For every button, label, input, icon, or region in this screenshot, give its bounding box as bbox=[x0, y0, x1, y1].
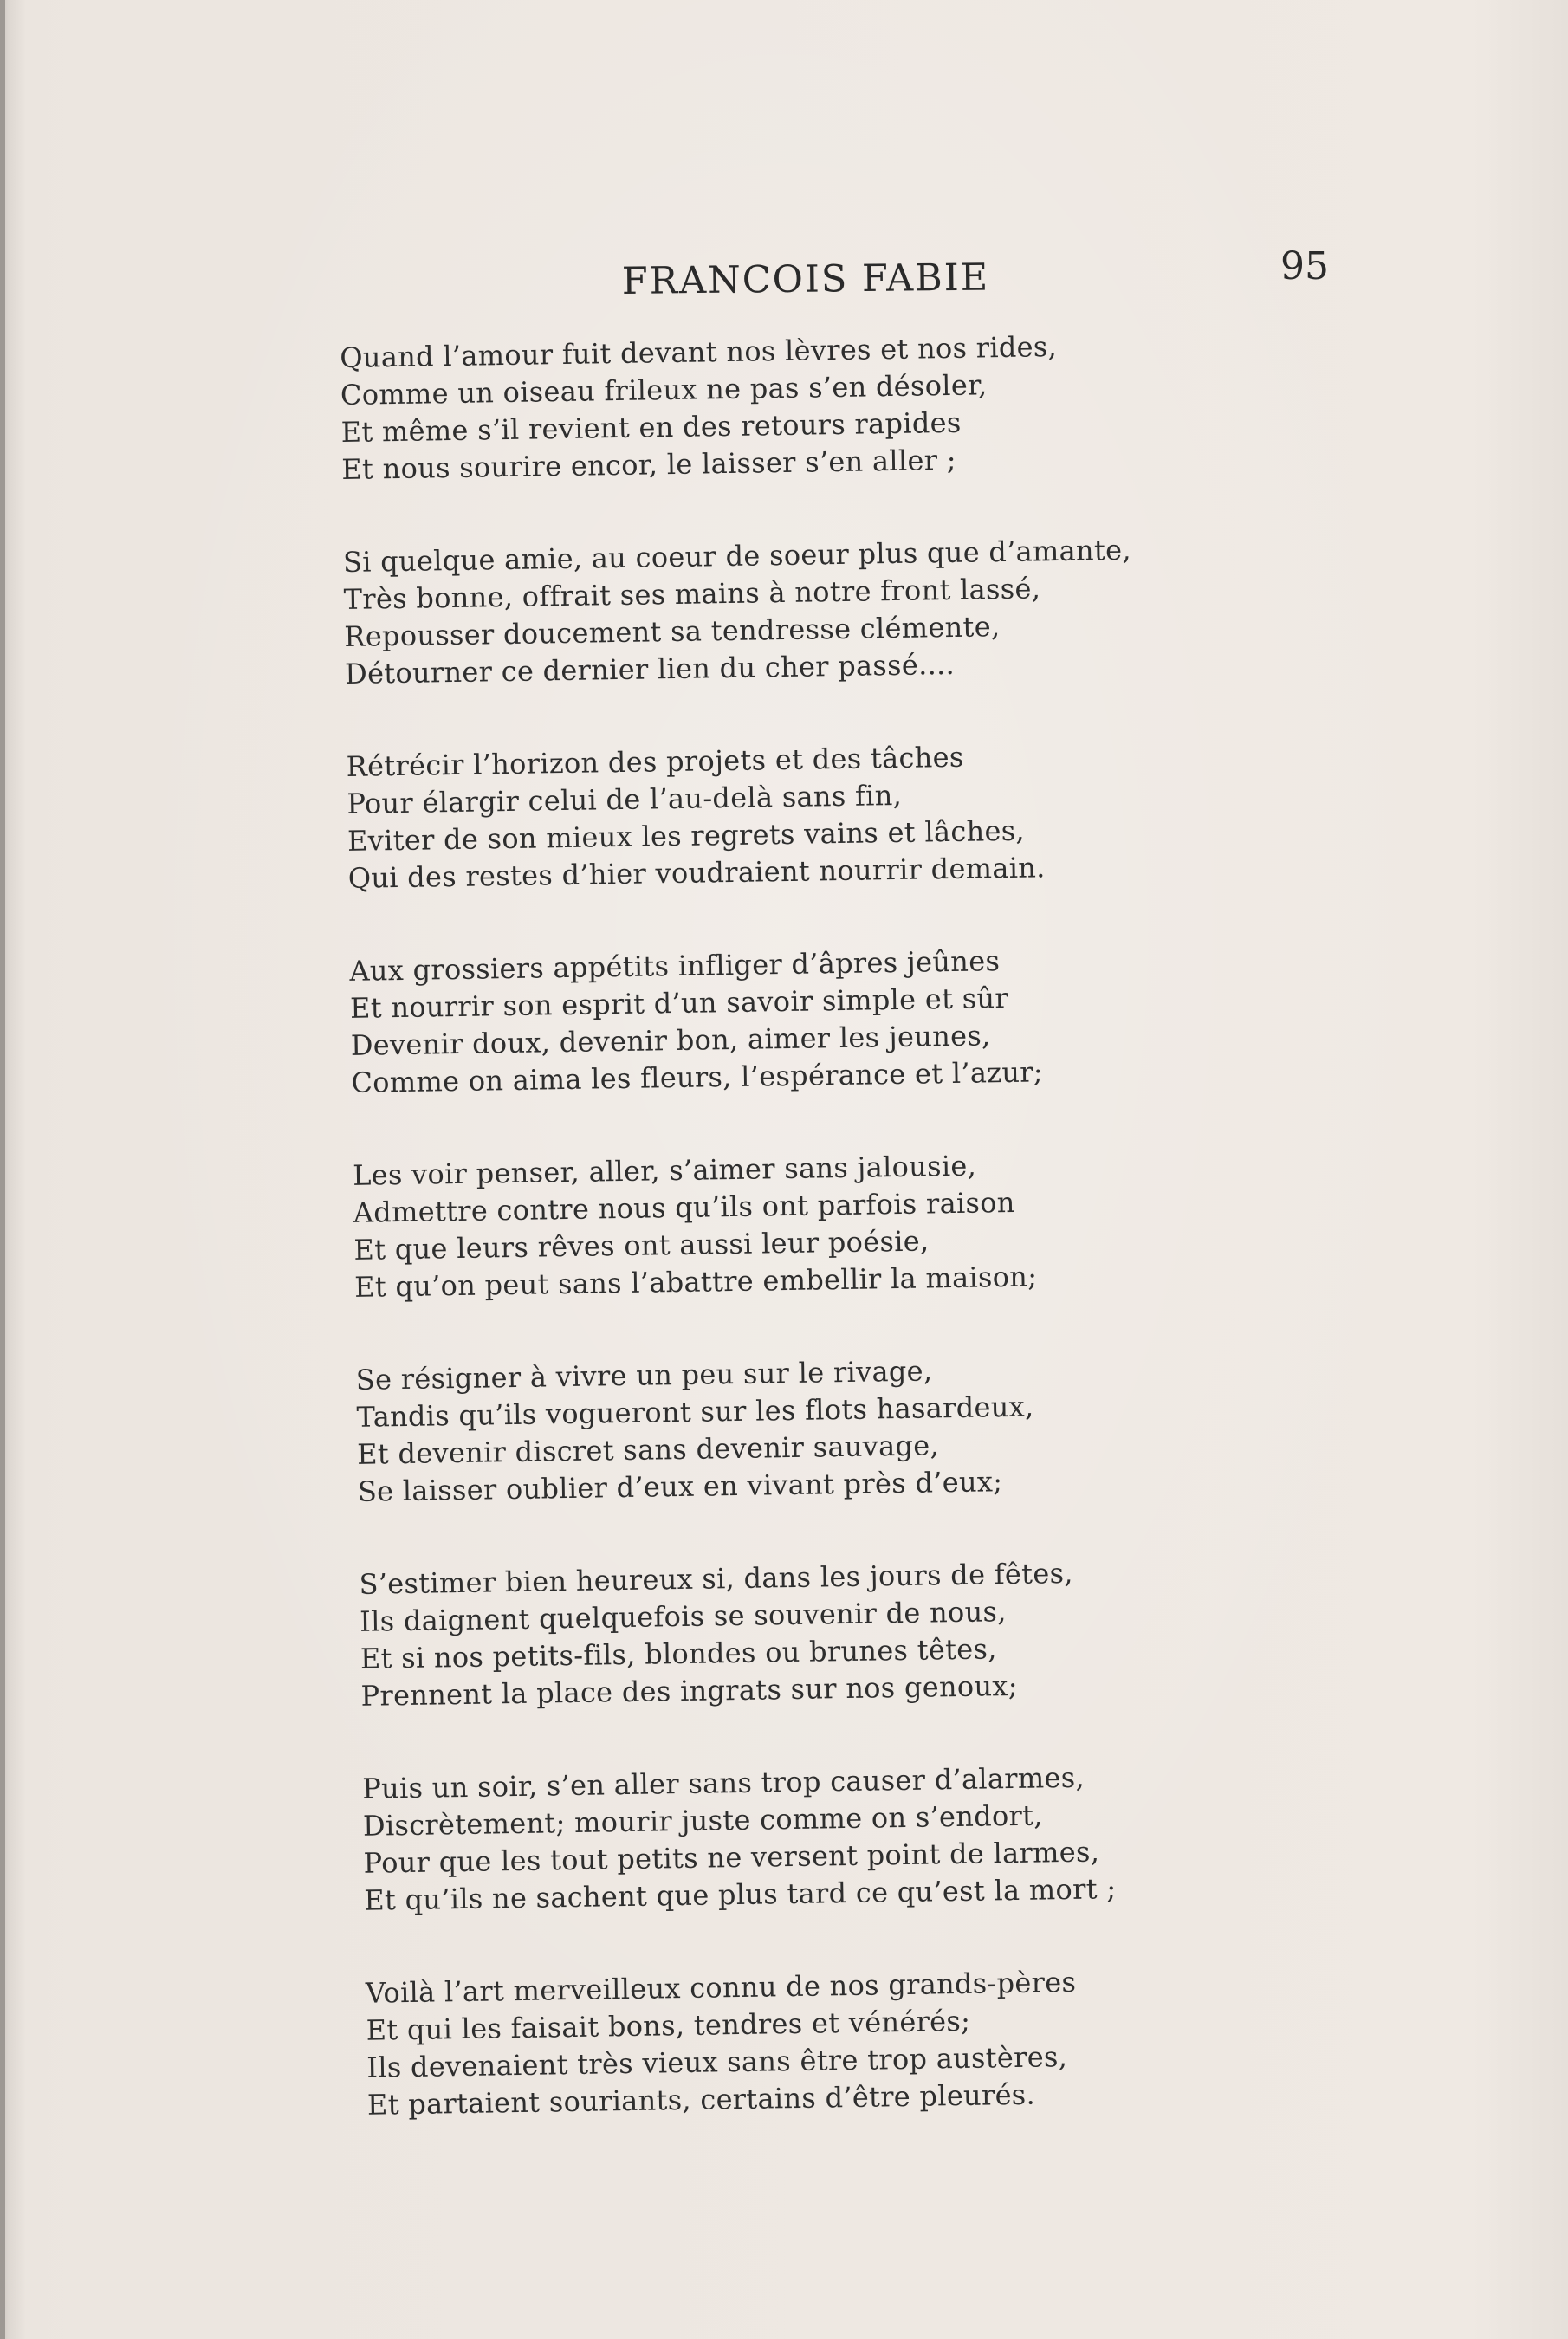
stanza-1 bbox=[340, 325, 1260, 489]
verse-line: Tandis qu’ils vogueront sur les flots hasardeux, bbox=[356, 1390, 1034, 1434]
verse-line: Les voir penser, aller, s’aimer sans jalousie, bbox=[352, 1149, 977, 1192]
verse-line: Eviter de son mieux les regrets vains et lâches, bbox=[347, 813, 1026, 858]
verse-line: Et qu’on peut sans l’abattre embellir la maison; bbox=[353, 1260, 1038, 1304]
page-number: 95 bbox=[1280, 244, 1329, 288]
poem bbox=[340, 325, 1286, 2179]
stanza-6 bbox=[356, 1347, 1277, 1511]
verse-line: Et que leurs rêves ont aussi leur poésie, bbox=[353, 1224, 930, 1267]
verse-line: Repousser doucement sa tendresse clémente, bbox=[344, 610, 1001, 653]
verse-line: Devenir doux, devenir bon, aimer les jeunes, bbox=[350, 1019, 991, 1062]
verse-line: Prennent la place des ingrats sur nos genoux; bbox=[360, 1668, 1019, 1713]
verse-line: Se résigner à vivre un peu sur le rivage, bbox=[355, 1354, 933, 1396]
verse-line: Et qu’ils ne sachent que plus tard ce qu’est la mort ; bbox=[364, 1872, 1117, 1917]
stanza-4 bbox=[349, 938, 1270, 1102]
stanza-3 bbox=[346, 734, 1267, 897]
verse-line: Et même s’il revient en des retours rapides bbox=[340, 405, 962, 449]
verse-line: Se laisser oublier d’eux en vivant près d’eux; bbox=[357, 1465, 1003, 1508]
verse-line: Si quelque amie, au coeur de soeur plus que d’amante, bbox=[342, 533, 1132, 579]
verse-line: Et nourrir son esprit d’un savoir simple et sûr bbox=[349, 981, 1009, 1025]
verse-line: Comme on aima les fleurs, l’espérance et l’azur; bbox=[351, 1055, 1044, 1099]
stanza-2 bbox=[343, 529, 1264, 693]
stanza-7 bbox=[359, 1552, 1280, 1715]
verse-line: Ils daignent quelquefois se souvenir de nous, bbox=[359, 1595, 1007, 1638]
page-gutter bbox=[0, 0, 5, 2339]
verse-line: Puis un soir, s’en aller sans trop causer d’alarmes, bbox=[361, 1760, 1085, 1805]
verse-line: Et qui les faisait bons, tendres et vénérés; bbox=[366, 2004, 971, 2047]
verse-line: Voilà l’art merveilleux connu de nos grands-pères bbox=[365, 1965, 1077, 2010]
verse-line: Comme un oiseau frileux ne pas s’en désoler, bbox=[340, 368, 988, 411]
verse-line: Et partaient souriants, certains d’être pleurés. bbox=[366, 2077, 1036, 2122]
verse-line: Détourner ce dernier lien du cher passé.... bbox=[344, 647, 956, 690]
verse-line: Quand l’amour fuit devant nos lèvres et nos rides, bbox=[340, 329, 1058, 374]
stanza-8 bbox=[362, 1756, 1283, 1920]
verse-line: Aux grossiers appétits infliger d’âpres jeûnes bbox=[349, 944, 1001, 988]
verse-line: Admettre contre nous qu’ils ont parfois raison bbox=[353, 1185, 1015, 1229]
verse-line: Rétrécir l’horizon des projets et des tâches bbox=[346, 740, 964, 783]
verse-line: Qui des restes d’hier voudraient nourrir demain. bbox=[347, 851, 1046, 895]
verse-line: Et devenir discret sans devenir sauvage, bbox=[356, 1429, 940, 1471]
verse-line: Et nous sourire encor, le laisser s’en aller ; bbox=[341, 443, 957, 486]
verse-line: S’estimer bien heureux si, dans les jours de fêtes, bbox=[359, 1556, 1074, 1601]
verse-line: Pour que les tout petits ne versent point de larmes, bbox=[363, 1835, 1100, 1880]
verse-line: Ils devenaient très vieux sans être trop austères, bbox=[366, 2040, 1068, 2084]
verse-line: Et si nos petits-fils, blondes ou brunes têtes, bbox=[360, 1632, 997, 1675]
verse-line: Très bonne, offrait ses mains à notre front lassé, bbox=[343, 572, 1041, 616]
verse-line: Pour élargir celui de l’au-delà sans fin, bbox=[347, 778, 903, 820]
stanza-9 bbox=[366, 1960, 1286, 2124]
verse-line: Discrètement; mourir juste comme on s’endort, bbox=[362, 1798, 1044, 1843]
running-head: FRANCOIS FABIE bbox=[621, 256, 990, 303]
stanza-5 bbox=[353, 1143, 1273, 1306]
